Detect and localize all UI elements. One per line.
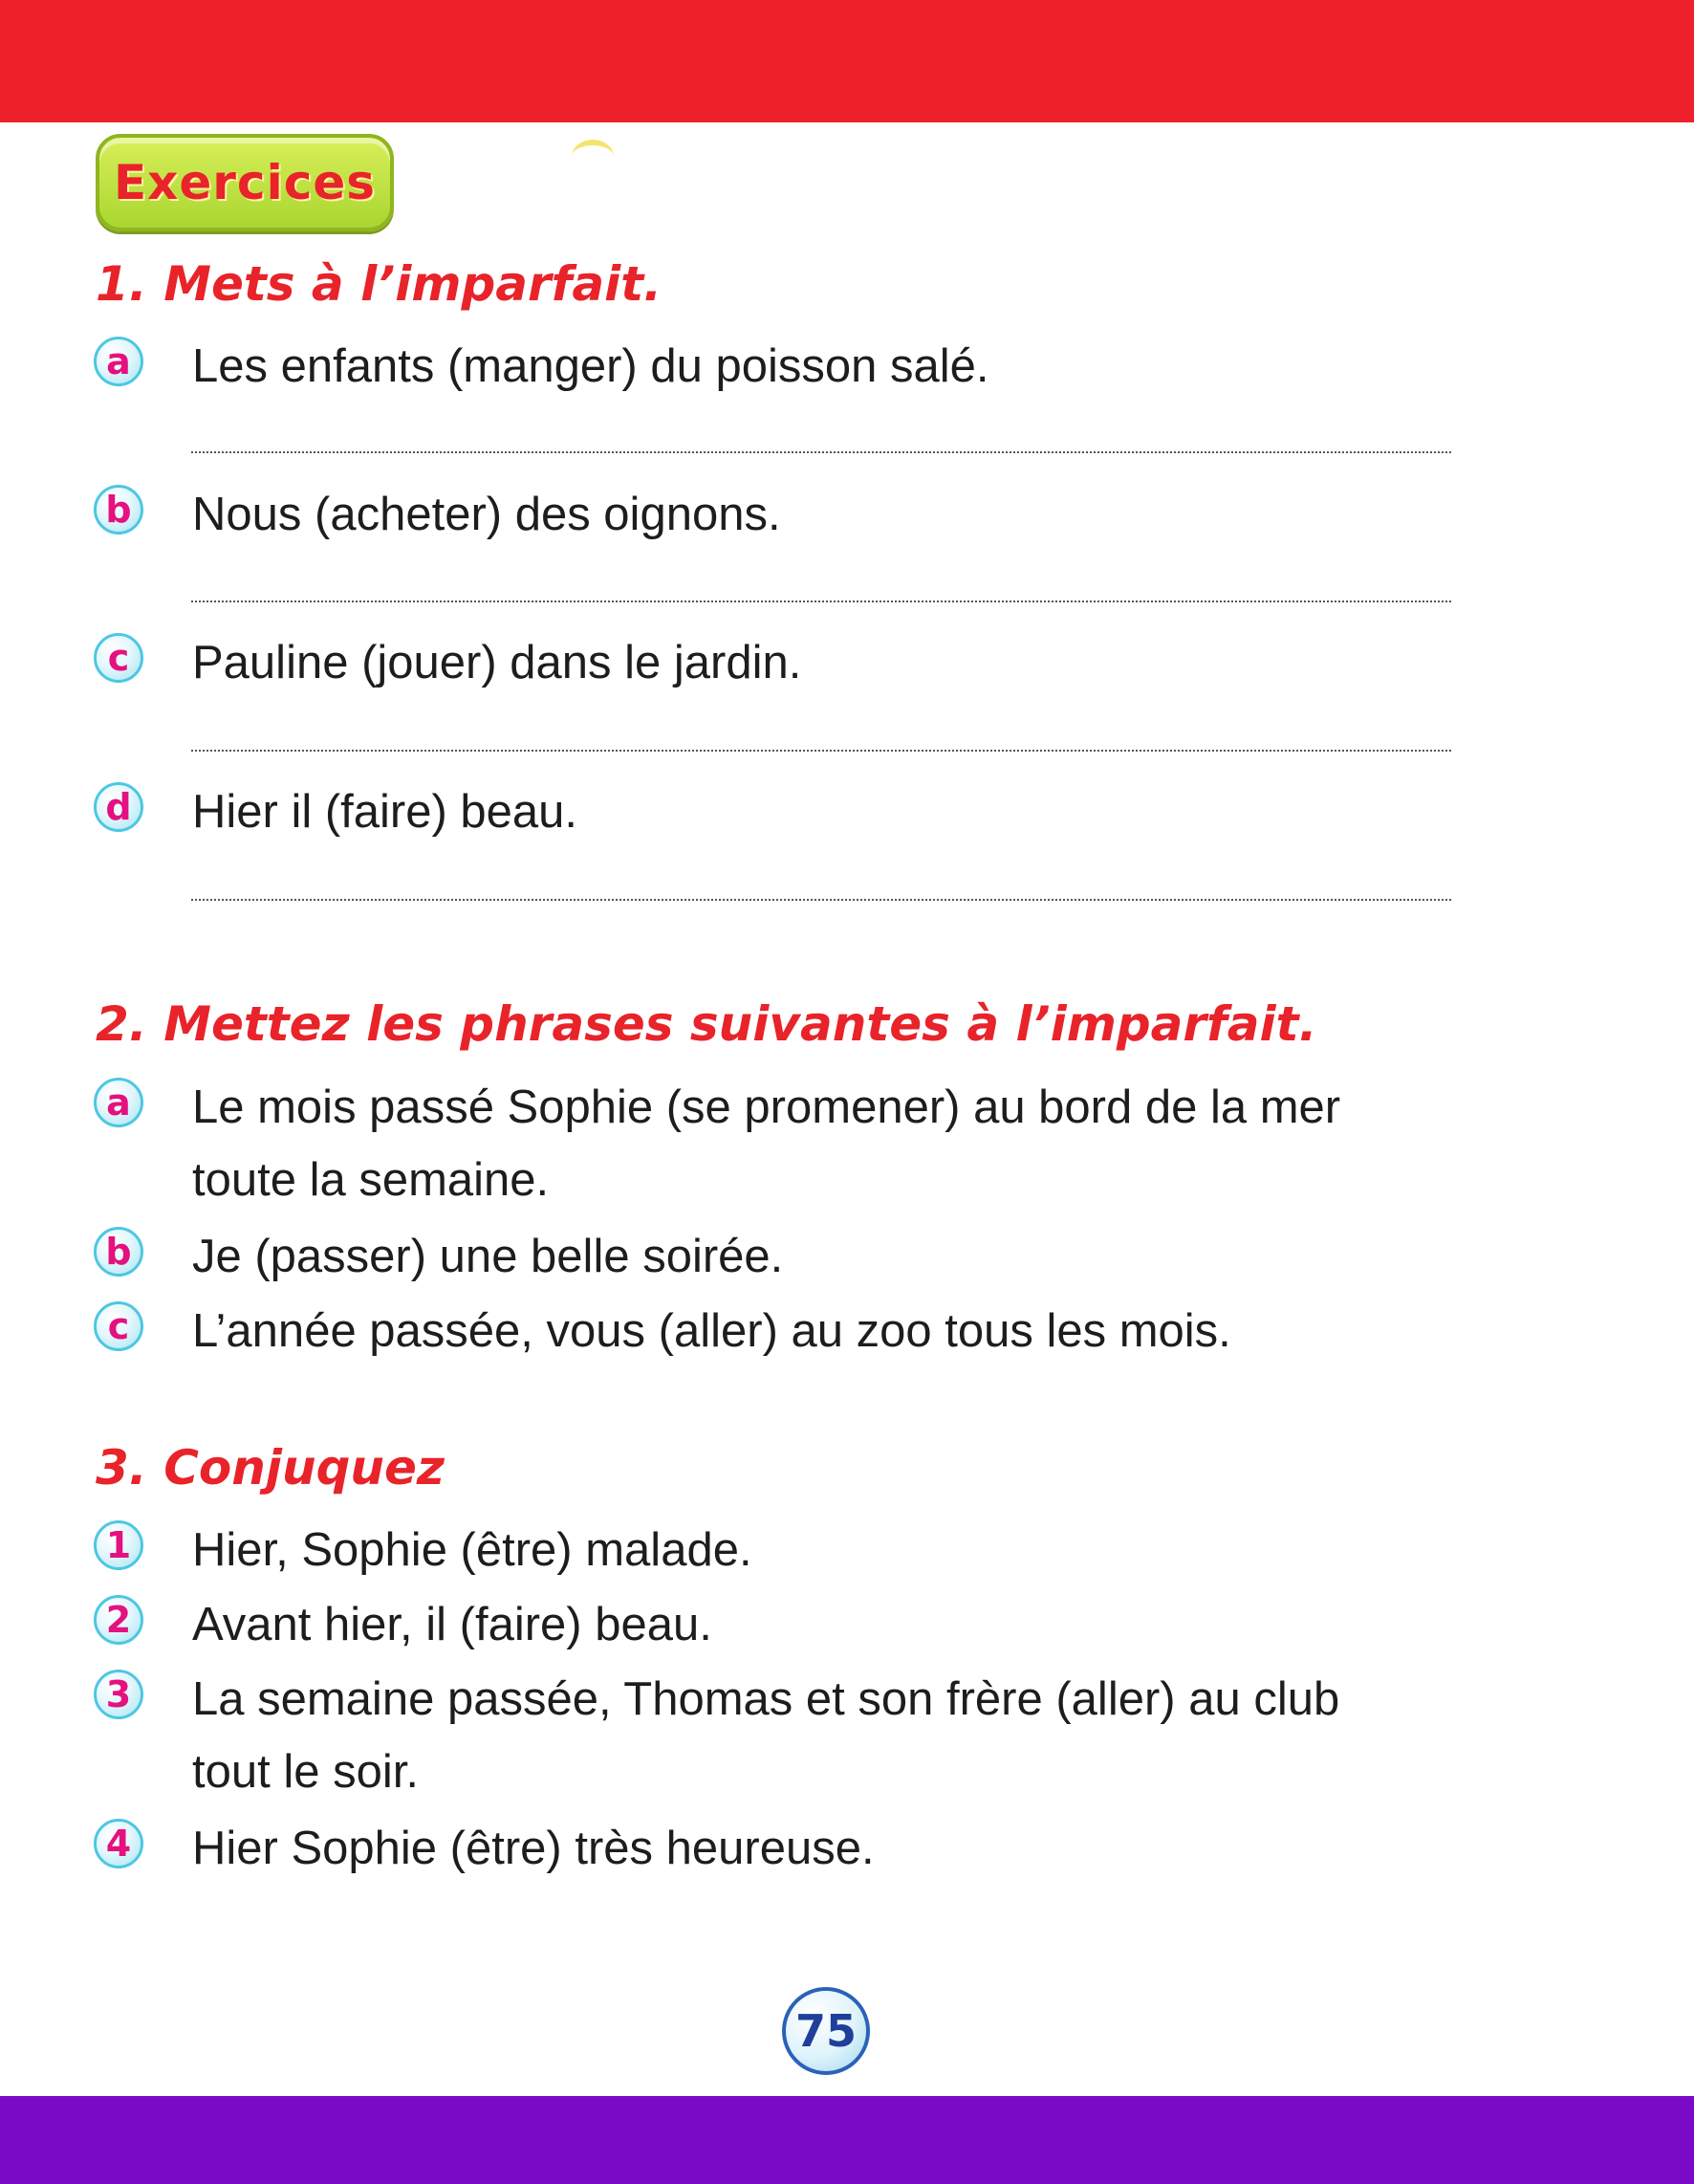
item-marker-c: c xyxy=(94,633,143,683)
exercices-badge-label: Exercices xyxy=(113,155,377,210)
item-text: Hier il (faire) beau. xyxy=(192,786,578,838)
item-marker-b: b xyxy=(94,485,143,535)
item-text: Avant hier, il (faire) beau. xyxy=(192,1599,712,1650)
item-text: La semaine passée, Thomas et son frère (aller) au club xyxy=(192,1673,1340,1725)
item-marker-2: 2 xyxy=(94,1595,143,1645)
item-marker-b: b xyxy=(94,1227,143,1277)
item-marker-1: 1 xyxy=(94,1520,143,1570)
item-marker-a: a xyxy=(94,1078,143,1127)
item-text: Le mois passé Sophie (se promener) au bord de la mer xyxy=(192,1081,1341,1133)
item-marker-3: 3 xyxy=(94,1670,143,1719)
item-text-continued: tout le soir. xyxy=(192,1746,419,1798)
section3-title: 3. Conjuquez xyxy=(96,1440,445,1496)
item-text: L’année passée, vous (aller) au zoo tous les mois. xyxy=(192,1305,1231,1357)
item-text: Nous (acheter) des oignons. xyxy=(192,489,781,540)
item-marker-a: a xyxy=(94,337,143,386)
answer-line-d[interactable] xyxy=(191,899,1451,901)
item-marker-4: 4 xyxy=(94,1819,143,1868)
item-text: Hier, Sophie (être) malade. xyxy=(192,1524,752,1576)
item-text: Pauline (jouer) dans le jardin. xyxy=(192,637,802,688)
item-marker-d: d xyxy=(94,782,143,832)
answer-line-a[interactable] xyxy=(191,451,1451,453)
item-marker-c: c xyxy=(94,1301,143,1351)
bottom-color-band xyxy=(0,2096,1694,2184)
item-text-continued: toute la semaine. xyxy=(192,1154,550,1206)
answer-line-b[interactable] xyxy=(191,601,1451,602)
item-text: Les enfants (manger) du poisson salé. xyxy=(192,340,989,392)
top-color-band xyxy=(0,0,1694,122)
section2-title: 2. Mettez les phrases suivantes à l’imparfait. xyxy=(96,996,1317,1052)
answer-line-c[interactable] xyxy=(191,750,1451,752)
item-text: Hier Sophie (être) très heureuse. xyxy=(192,1823,875,1874)
section1-title: 1. Mets à l’imparfait. xyxy=(96,256,662,312)
decorative-swoosh xyxy=(572,140,614,174)
item-text: Je (passer) une belle soirée. xyxy=(192,1231,784,1282)
page-number: 75 xyxy=(782,1987,870,2075)
exercices-badge xyxy=(96,134,394,231)
